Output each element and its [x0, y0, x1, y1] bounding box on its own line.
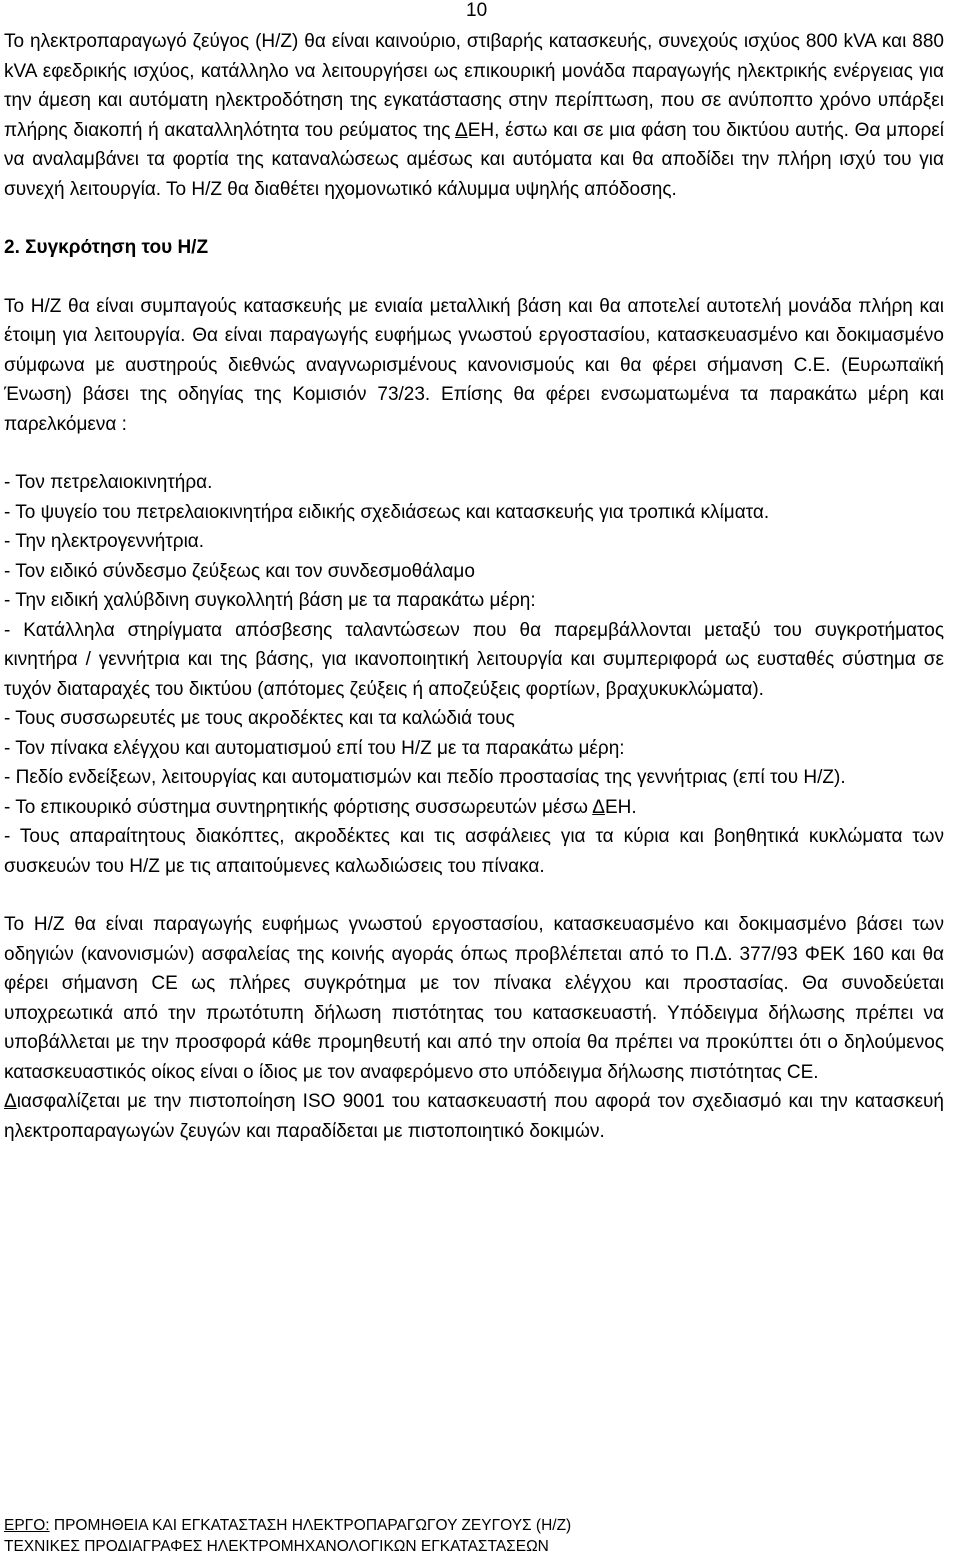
spacer	[4, 881, 944, 910]
section-paragraph: Το Η/Ζ θα είναι συμπαγούς κατασκευής με ενιαία μεταλλική βάση και θα αποτελεί αυτοτελή μονάδα πλήρη και έτοιμη για λειτουργία. Θα είναι παραγωγής ευφήμως γνωστού εργοστασίου, κατασκευασμένο και δοκιμασμένο σύμφωνα με αυστηρούς διεθνώς αναγνωρισμένους κανονισμούς και θα φέρει σήμανση C.E. (Ευρωπαϊκή Ένωση) βάσει της οδηγίας της Κομισιόν 73/23. Επίσης θα φέρει ενσωματωμένα τα παρακάτω μέρη και παρελκόμενα :	[4, 295, 944, 435]
intro-paragraph	[4, 27, 944, 204]
list-item: - Κατάλληλα στηρίγματα απόσβεσης ταλαντώσεων που θα παρεμβάλλονται μεταξύ του συγκροτήματος κινητήρα / γεννήτρια και της βάσης, για ικανοποιητική λειτουργία και συμπεριφορά ως ευσταθές σύστημα σε τυχόν διαταραχές του δικτύου (απότομες ζεύξεις ή αποζεύξεις φορτίων, βραχυκυκλώματα).	[4, 619, 944, 700]
document-body	[4, 27, 944, 1146]
spacer	[4, 204, 944, 233]
list-item: - Τους απαραίτητους διακόπτες, ακροδέκτες και τις ασφάλειες για τα κύρια και βοηθητικά κυκλώματα των συσκευών του Η/Ζ με τις απαιτούμενες καλωδιώσεις του πίνακα.	[4, 826, 944, 877]
page-footer	[4, 1515, 944, 1557]
list-item: - Τον ειδικό σύνδεσμο ζεύξεως και τον συνδεσμοθάλαμο	[4, 560, 475, 582]
footer-project-label: ΕΡΓΟ:	[4, 1517, 50, 1534]
certification-underlined-letter: Δ	[4, 1091, 17, 1112]
list-item-text: - Το επικουρικό σύστημα συντηρητικής φόρτισης συσσωρευτών μέσω	[4, 796, 593, 818]
footer-project-title: ΠΡΟΜΗΘΕΙΑ ΚΑΙ ΕΓΚΑΤΑΣΤΑΣΗ ΗΛΕΚΤΡΟΠΑΡΑΓΩΓΟΥ ΖΕΥΓΟΥΣ (Η/Ζ)	[49, 1517, 572, 1534]
certification-text: ιασφαλίζεται με την πιστοποίηση ISO 9001 του κατασκευαστή που αφορά τον σχεδιασμό και την κατασκευή ηλεκτροπαραγωγών ζευγών και παραδίδεται με πιστοποιητικό δοκιμών.	[4, 1091, 944, 1142]
intro-text-part2: ΕΗ, έστω και σε μια φάση του δικτύου αυτής. Θα μπορεί να αναλαμβάνει τα φορτία της καταναλώσεως αμέσως και αυτόματα και θα αποδίδει την πλήρη ισχύ του για συνεχή λειτουργία. Το Η/Ζ θα διαθέτει ηχομονωτικό κάλυμμα υψηλής απόδοσης.	[4, 119, 944, 200]
list-item	[4, 793, 944, 823]
list-item-underlined-letter: Δ	[592, 796, 605, 818]
closing-paragraph: Το Η/Ζ θα είναι παραγωγής ευφήμως γνωστού εργοστασίου, κατασκευασμένο και δοκιμασμένο βάσει των οδηγιών (κανονισμών) ασφαλείας της κοινής αγοράς όπως προβλέπεται από το Π.Δ. 377/93 ΦΕΚ 160 και θα φέρει σήμανση CE ως πλήρες συγκρότημα με τον πίνακα ελέγχου και προστασίας. Θα συνοδεύεται υποχρεωτικά από την πρωτότυπη δήλωση πιστότητας του κατασκευαστή. Υπόδειγμα δήλωσης πρέπει να υποβάλλεται με την προσφορά κάθε προμηθευτή και από την οποία θα πρέπει να προκύπτει ότι ο δηλούμενος κατασκευαστικός οίκος είναι ο ίδιος με τον αναφερόμενο στο υπόδειγμα δήλωσης πιστότητας CE.	[4, 914, 944, 1083]
list-item: - Το ψυγείο του πετρελαιοκινητήρα ειδικής σχεδιάσεως και κατασκευής για τροπικά κλίματα.	[4, 501, 770, 523]
list-item: - Πεδίο ενδείξεων, λειτουργίας και αυτοματισμών και πεδίο προστασίας της γεννήτριας (επί του Η/Ζ).	[4, 767, 846, 788]
list-item: - Την ηλεκτρογεννήτρια.	[4, 531, 205, 552]
spacer	[4, 439, 944, 468]
certification-paragraph	[4, 1087, 944, 1146]
list-item: - Την ειδική χαλύβδινη συγκολλητή βάση με τα παρακάτω μέρη:	[4, 590, 536, 611]
list-item: - Τον πετρελαιοκινητήρα.	[4, 472, 213, 493]
intro-underlined-letter: Δ	[455, 119, 468, 141]
page-number: 10	[466, 0, 488, 21]
spacer	[4, 263, 944, 292]
list-item: - Τους συσσωρευτές με τους ακροδέκτες και τα καλώδιά τους	[4, 708, 515, 729]
list-item-text: ΕΗ.	[604, 796, 637, 818]
intro-text-part1: Το ηλεκτροπαραγωγό ζεύγος (Η/Ζ) θα είναι καινούριο, στιβαρής κατασκευής, συνεχούς ισχύος 800 kVA και 880 kVA εφεδρικής ισχύος, κατάλληλο να λειτουργήσει ως επικουρική μονάδα παραγωγής ηλεκτρικής ενέργειας για την άμεση και αυτόματη ηλεκτροδότηση της εγκατάστασης στην περίπτωση, που σε ανύποπτο χρόνο υπάρξει πλήρης διακοπή ή ακαταλληλότητα του ρεύματος της	[4, 31, 944, 141]
footer-subtitle: ΤΕΧΝΙΚΕΣ ΠΡΟΔΙΑΓΡΑΦΕΣ ΗΛΕΚΤΡΟΜΗΧΑΝΟΛΟΓΙΚΩΝ ΕΓΚΑΤΑΣΤΑΣΕΩΝ	[4, 1538, 549, 1555]
list-item: - Τον πίνακα ελέγχου και αυτοματισμού επί του Η/Ζ με τα παρακάτω μέρη:	[4, 737, 625, 759]
components-list	[4, 468, 944, 881]
footer-project-line	[4, 1515, 944, 1536]
section-heading: 2. Συγκρότηση του Η/Ζ	[4, 237, 209, 258]
